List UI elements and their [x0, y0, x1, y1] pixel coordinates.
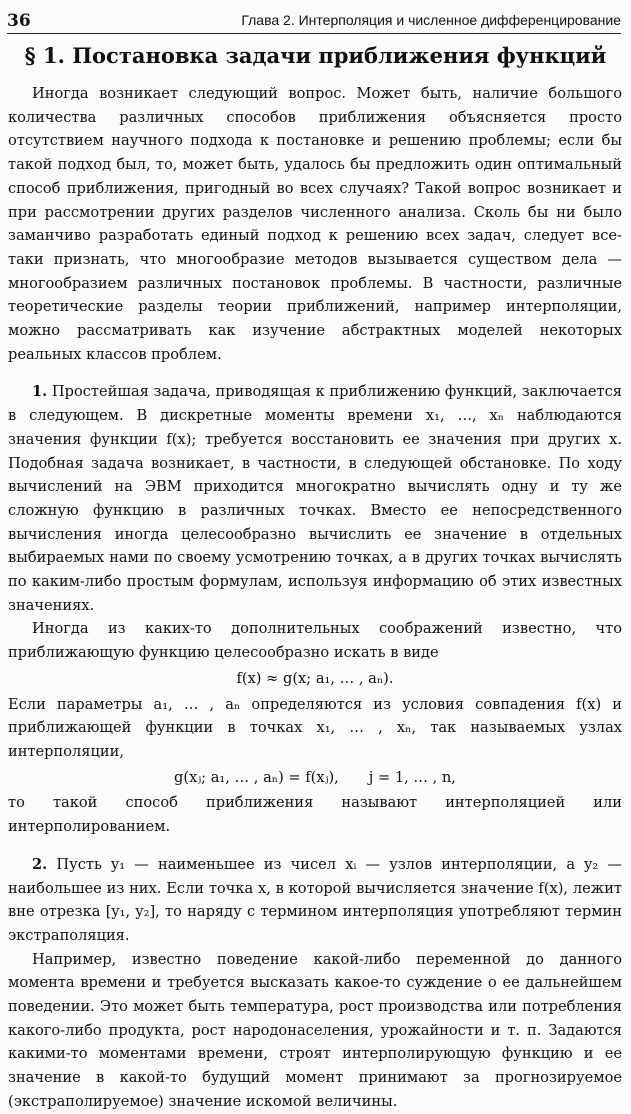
running-title: Глава 2. Интерполяция и численное дифференцирование	[241, 12, 621, 28]
item-1-paragraph	[8, 380, 622, 617]
interpolation-definition-paragraph: то такой способ приближения называют интерполяцией или интерполированием.	[8, 794, 622, 836]
item-1-number: 1.	[32, 383, 48, 401]
page-number: 36	[7, 11, 31, 31]
formula-approximation-text: f(x) ≈ g(x; a₁, … , aₙ).	[236, 669, 394, 687]
page-header	[7, 7, 621, 34]
item-2-paragraph	[8, 853, 622, 948]
item-2-number: 2.	[32, 855, 48, 873]
formula-interpolation-equation: g(xⱼ; a₁, … , aₙ) = f(xⱼ),	[174, 768, 339, 786]
body-text	[8, 82, 622, 1114]
item-1-text: Простейшая задача, приводящая к приближению функций, заключается в следующем. В дискретные моменты времени x₁, …, xₙ наблюдаются значения функции f(x); требуется восстановить ее значения при других x. Подобная задача возникает, в частности, в следующей обстановке. По ходу вычислений на ЭВМ приходится многократно вычислять одну и ту же сложную функцию в различных точках. Вместо ее непосредственного вычисления иногда целесообразно вычислить ее значение в отдельных выбираемых нами по своему усмотрению точках, а в других точках вычислять по каким-либо простым формулам, используя информацию об этих известных значениях.	[8, 383, 622, 614]
formula-approximation	[8, 667, 622, 691]
formula-interpolation-condition: j = 1, … , n,	[368, 768, 456, 786]
formula-interpolation	[8, 766, 622, 790]
example-paragraph: Например, известно поведение какой-либо переменной до данного момента времени и требуется высказать какое-то суждение о ее дальнейшем поведении. Это может быть температура, рост производства или потребления какого-либо продукта, рост народонаселения, урожайности и т. п. Задаются какими-то моментами времени, строят интерполирующую функцию и ее значение в какой-то будущий момент принимают за прогнозируемое (экстраполируемое) значение искомой величины.	[8, 950, 622, 1110]
section-title: § 1. Постановка задачи приближения функций	[24, 43, 607, 68]
intro-paragraph: Иногда возникает следующий вопрос. Может быть, наличие большого количества различных способов приближения объясняется просто отсутствием научного подхода к постановке и решению проблемы; если бы такой подход был, то, может быть, удалось бы предложить один оптимальный способ приближения, пригодный во всех случаях? Такой вопрос возникает и при рассмотрении других разделов численного анализа. Сколь бы ни было заманчиво разработать единый подход к решению всех задач, следует все-таки признать, что многообразие методов вызывается существом дела — многообразием различных постановок проблемы. В частности, различные теоретические разделы теории приближений, например интерполяции, можно рассматривать как изучение абстрактных моделей некоторых реальных классов проблем.	[8, 85, 622, 363]
item-2-text: Пусть y₁ — наименьшее из чисел xᵢ — узлов интерполяции, а y₂ — наибольшее из них. Если точка x, в которой вычисляется значение f(x), лежит вне отрезка [y₁, y₂], то наряду с термином интерполяция употребляют термин экстраполяция.	[8, 855, 622, 944]
form-paragraph: Иногда из каких-то дополнительных соображений известно, что приближающую функцию целесообразно искать в виде	[8, 620, 622, 662]
parameters-paragraph: Если параметры a₁, … , aₙ определяются из условия совпадения f(x) и приближающей функции в точках x₁, … , xₙ, так называемых узлах интерполяции,	[8, 695, 622, 760]
